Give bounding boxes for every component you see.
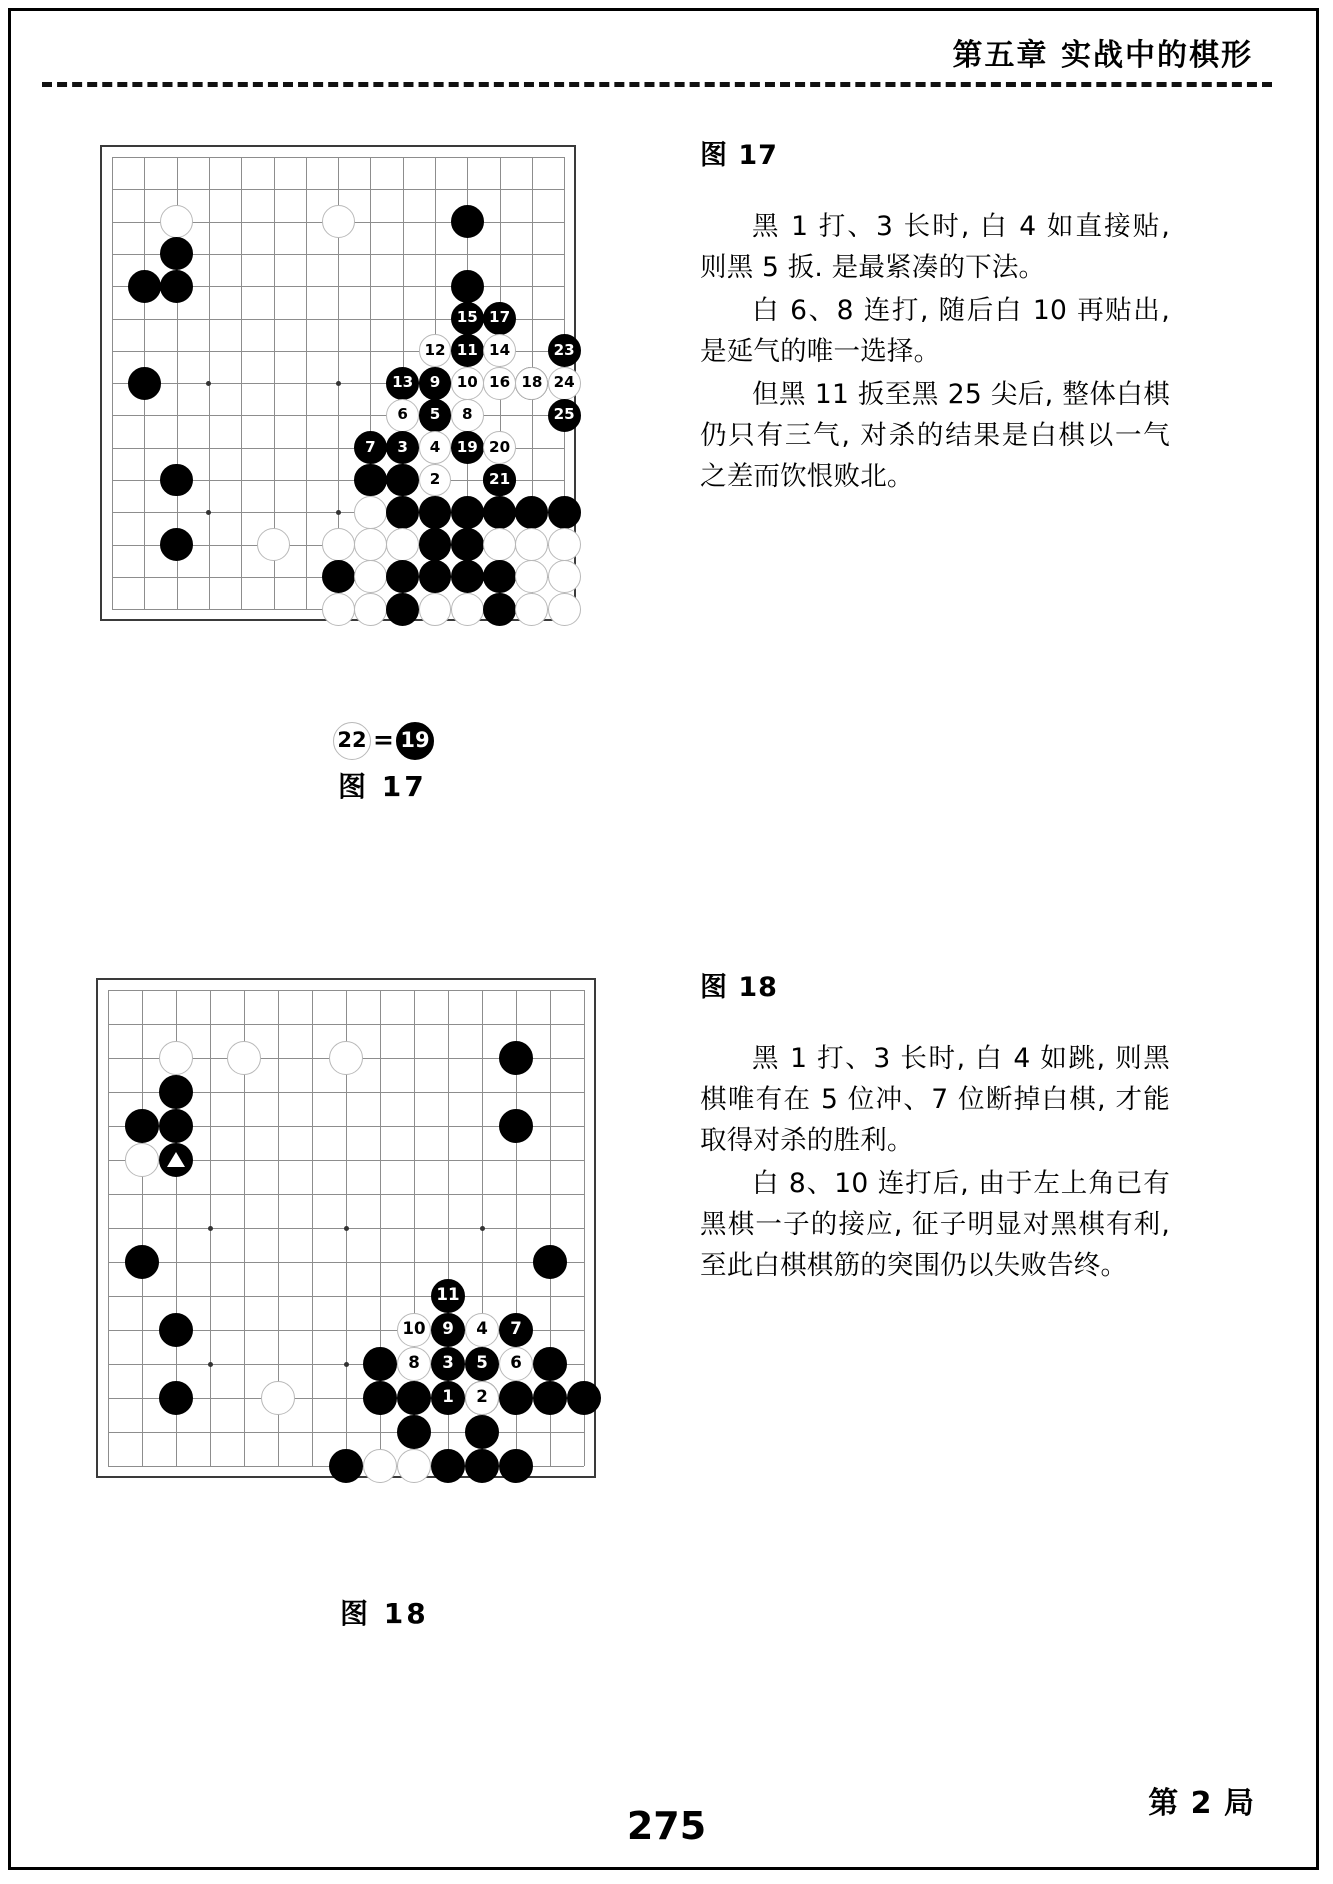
stone-number: 4 bbox=[429, 437, 441, 456]
equals-sign: = bbox=[373, 724, 394, 754]
go-board-17[interactable] bbox=[100, 145, 576, 621]
numbered-stone-5 bbox=[465, 1347, 500, 1382]
stone-number: 9 bbox=[429, 373, 441, 392]
black-stone bbox=[499, 1381, 534, 1416]
numbered-stone-4 bbox=[465, 1313, 500, 1348]
numbered-stone-15 bbox=[451, 302, 484, 335]
white-stone bbox=[419, 593, 452, 626]
stone-number: 25 bbox=[553, 405, 575, 424]
black-stone bbox=[548, 496, 581, 529]
black-stone bbox=[451, 270, 484, 303]
numbered-stone-3 bbox=[386, 431, 419, 464]
numbered-stone-23 bbox=[548, 334, 581, 367]
white-stone bbox=[322, 205, 355, 238]
stone-number: 4 bbox=[476, 1319, 488, 1339]
stone-number: 9 bbox=[442, 1319, 454, 1339]
numbered-stone-17 bbox=[483, 302, 516, 335]
black-stone bbox=[451, 496, 484, 529]
figure-17-paragraph-2: 白 6、8 连打, 随后白 10 再贴出, 是延气的唯一选择。 bbox=[700, 295, 1170, 367]
figure-18-board bbox=[96, 978, 596, 1478]
white-stone bbox=[451, 593, 484, 626]
black-stone bbox=[159, 1075, 194, 1110]
figure-18-paragraph-2: 白 8、10 连打后, 由于左上角已有黑棋一子的接应, 征子明显对黑棋有利, 至此白棋棋筋的突围仍以失败告终。 bbox=[700, 1168, 1170, 1281]
numbered-stone-7 bbox=[499, 1313, 534, 1348]
numbered-stone-8 bbox=[397, 1347, 432, 1382]
numbered-stone-9 bbox=[419, 367, 452, 400]
figure-17-equivalence-note bbox=[333, 722, 434, 760]
black-stone bbox=[386, 496, 419, 529]
black-stone bbox=[533, 1347, 568, 1382]
star-point bbox=[208, 1362, 213, 1367]
numbered-stone-24 bbox=[548, 367, 581, 400]
white-stone bbox=[257, 528, 290, 561]
figure-17-heading: 图 17 bbox=[700, 140, 778, 171]
stone-number: 1 bbox=[442, 1387, 454, 1407]
figure-17-caption: 图 17 bbox=[338, 770, 427, 803]
numbered-stone-14 bbox=[483, 334, 516, 367]
stone-number: 12 bbox=[424, 340, 446, 359]
numbered-stone-13 bbox=[386, 367, 419, 400]
white-stone bbox=[548, 593, 581, 626]
black-stone bbox=[397, 1415, 432, 1450]
black-stone bbox=[125, 1245, 160, 1280]
star-point bbox=[206, 510, 211, 515]
figure-18-paragraph-1: 黑 1 打、3 长时, 白 4 如跳, 则黑棋唯有在 5 位冲、7 位断掉白棋, 才能取得对杀的胜利。 bbox=[700, 1043, 1170, 1156]
star-point bbox=[206, 381, 211, 386]
stone-number: 24 bbox=[553, 373, 575, 392]
stone-number: 20 bbox=[489, 437, 511, 456]
figure-17-board bbox=[100, 145, 576, 621]
numbered-stone-11 bbox=[451, 334, 484, 367]
white-stone bbox=[159, 1041, 194, 1076]
numbered-stone-20 bbox=[483, 431, 516, 464]
stone-number: 11 bbox=[436, 1285, 460, 1305]
white-stone bbox=[354, 560, 387, 593]
white-stone bbox=[125, 1143, 160, 1178]
black-stone bbox=[419, 528, 452, 561]
black-stone bbox=[483, 593, 516, 626]
equiv-black-stone: 19 bbox=[396, 722, 434, 760]
black-stone bbox=[386, 593, 419, 626]
black-stone bbox=[160, 528, 193, 561]
black-stone bbox=[533, 1245, 568, 1280]
grid-line-vertical bbox=[112, 157, 113, 609]
numbered-stone-16 bbox=[483, 367, 516, 400]
white-stone bbox=[261, 1381, 296, 1416]
black-stone bbox=[451, 560, 484, 593]
white-stone bbox=[354, 496, 387, 529]
star-point bbox=[336, 510, 341, 515]
header-divider bbox=[42, 82, 1272, 87]
numbered-stone-6 bbox=[386, 399, 419, 432]
white-stone bbox=[548, 560, 581, 593]
numbered-stone-5 bbox=[419, 399, 452, 432]
stone-number: 6 bbox=[510, 1353, 522, 1373]
numbered-stone-18 bbox=[515, 367, 548, 400]
white-stone bbox=[386, 528, 419, 561]
figure-17-paragraph-3: 但黑 11 扳至黑 25 尖后, 整体白棋仍只有三气, 对杀的结果是白棋以一气之差而饮恨败北。 bbox=[700, 379, 1170, 492]
grid-line-vertical bbox=[306, 157, 307, 609]
black-stone bbox=[419, 496, 452, 529]
stone-number: 2 bbox=[429, 469, 441, 488]
star-point bbox=[208, 1226, 213, 1231]
numbered-stone-9 bbox=[431, 1313, 466, 1348]
numbered-stone-7 bbox=[354, 431, 387, 464]
numbered-stone-1 bbox=[431, 1381, 466, 1416]
page-number: 275 bbox=[626, 1804, 707, 1848]
white-stone bbox=[322, 528, 355, 561]
numbered-stone-10 bbox=[451, 367, 484, 400]
black-stone bbox=[159, 1313, 194, 1348]
black-stone bbox=[451, 528, 484, 561]
numbered-stone-25 bbox=[548, 399, 581, 432]
white-stone bbox=[354, 528, 387, 561]
black-stone bbox=[451, 205, 484, 238]
stone-number: 16 bbox=[489, 373, 511, 392]
white-stone bbox=[515, 593, 548, 626]
black-stone bbox=[128, 270, 161, 303]
numbered-stone-8 bbox=[451, 399, 484, 432]
black-stone bbox=[322, 560, 355, 593]
numbered-stone-19 bbox=[451, 431, 484, 464]
white-stone bbox=[515, 560, 548, 593]
star-point bbox=[344, 1362, 349, 1367]
black-stone bbox=[363, 1347, 398, 1382]
black-stone bbox=[499, 1041, 534, 1076]
triangle-icon bbox=[167, 1152, 185, 1167]
stone-number: 8 bbox=[462, 405, 473, 424]
black-stone bbox=[533, 1381, 568, 1416]
footer-section-label: 第 2 局 bbox=[1148, 1786, 1255, 1821]
black-stone bbox=[363, 1381, 398, 1416]
black-stone bbox=[483, 496, 516, 529]
black-stone bbox=[499, 1109, 534, 1144]
stone-number: 14 bbox=[489, 340, 511, 359]
stone-number: 19 bbox=[456, 437, 478, 456]
black-stone bbox=[515, 496, 548, 529]
black-stone bbox=[160, 270, 193, 303]
black-stone bbox=[160, 237, 193, 270]
star-point bbox=[336, 381, 341, 386]
black-stone bbox=[125, 1109, 160, 1144]
stone-number: 23 bbox=[553, 340, 575, 359]
figure-17-text-column bbox=[700, 133, 1170, 499]
grid-line-vertical bbox=[108, 990, 109, 1466]
stone-number: 17 bbox=[489, 308, 511, 327]
chapter-title: 第五章 实战中的棋形 bbox=[952, 38, 1253, 73]
grid-line-vertical bbox=[312, 990, 313, 1466]
black-stone bbox=[465, 1415, 500, 1450]
black-stone bbox=[419, 560, 452, 593]
stone-number: 2 bbox=[476, 1387, 488, 1407]
stone-number: 5 bbox=[476, 1353, 488, 1373]
stone-number: 10 bbox=[456, 373, 478, 392]
stone-number: 6 bbox=[397, 405, 408, 424]
black-stone bbox=[128, 367, 161, 400]
figure-18-heading: 图 18 bbox=[700, 972, 778, 1003]
numbered-stone-3 bbox=[431, 1347, 466, 1382]
black-stone bbox=[483, 560, 516, 593]
stone-number: 13 bbox=[392, 373, 414, 392]
grid-line-vertical bbox=[142, 990, 143, 1466]
stone-number: 3 bbox=[397, 437, 408, 456]
stone-number: 5 bbox=[429, 405, 441, 424]
star-point bbox=[480, 1226, 485, 1231]
star-point bbox=[344, 1226, 349, 1231]
white-stone bbox=[160, 205, 193, 238]
black-stone bbox=[386, 560, 419, 593]
stone-number: 18 bbox=[521, 373, 543, 392]
black-stone bbox=[354, 464, 387, 497]
stone-number: 11 bbox=[456, 340, 478, 359]
white-stone bbox=[329, 1041, 364, 1076]
numbered-stone-21 bbox=[483, 464, 516, 497]
page-header bbox=[0, 30, 1333, 94]
figure-18-text-column bbox=[700, 965, 1170, 1288]
stone-number: 15 bbox=[456, 308, 478, 327]
white-stone bbox=[548, 528, 581, 561]
numbered-stone-2 bbox=[419, 464, 452, 497]
stone-number: 21 bbox=[489, 469, 511, 488]
white-stone bbox=[227, 1041, 262, 1076]
numbered-stone-10 bbox=[397, 1313, 432, 1348]
black-stone bbox=[160, 464, 193, 497]
stone-number: 7 bbox=[510, 1319, 522, 1339]
equiv-white-stone: 22 bbox=[333, 722, 371, 760]
white-stone bbox=[322, 593, 355, 626]
stone-number: 3 bbox=[442, 1353, 454, 1373]
stone-number: 10 bbox=[402, 1319, 426, 1339]
stone-number: 7 bbox=[365, 437, 376, 456]
black-stone bbox=[159, 1381, 194, 1416]
white-stone bbox=[354, 593, 387, 626]
triangle-marked-stone bbox=[159, 1143, 194, 1178]
black-stone bbox=[397, 1381, 432, 1416]
figure-17-paragraph-1: 黑 1 打、3 长时, 白 4 如直接贴, 则黑 5 扳. 是最紧凑的下法。 bbox=[700, 211, 1170, 283]
numbered-stone-2 bbox=[465, 1381, 500, 1416]
white-stone bbox=[483, 528, 516, 561]
numbered-stone-4 bbox=[419, 431, 452, 464]
go-board-18[interactable] bbox=[96, 978, 596, 1478]
black-stone bbox=[159, 1109, 194, 1144]
stone-number: 8 bbox=[408, 1353, 420, 1373]
numbered-stone-11 bbox=[431, 1279, 466, 1314]
numbered-stone-6 bbox=[499, 1347, 534, 1382]
numbered-stone-12 bbox=[419, 334, 452, 367]
grid-line-vertical bbox=[241, 157, 242, 609]
white-stone bbox=[515, 528, 548, 561]
black-stone bbox=[386, 464, 419, 497]
figure-18-caption: 图 18 bbox=[340, 1597, 429, 1630]
